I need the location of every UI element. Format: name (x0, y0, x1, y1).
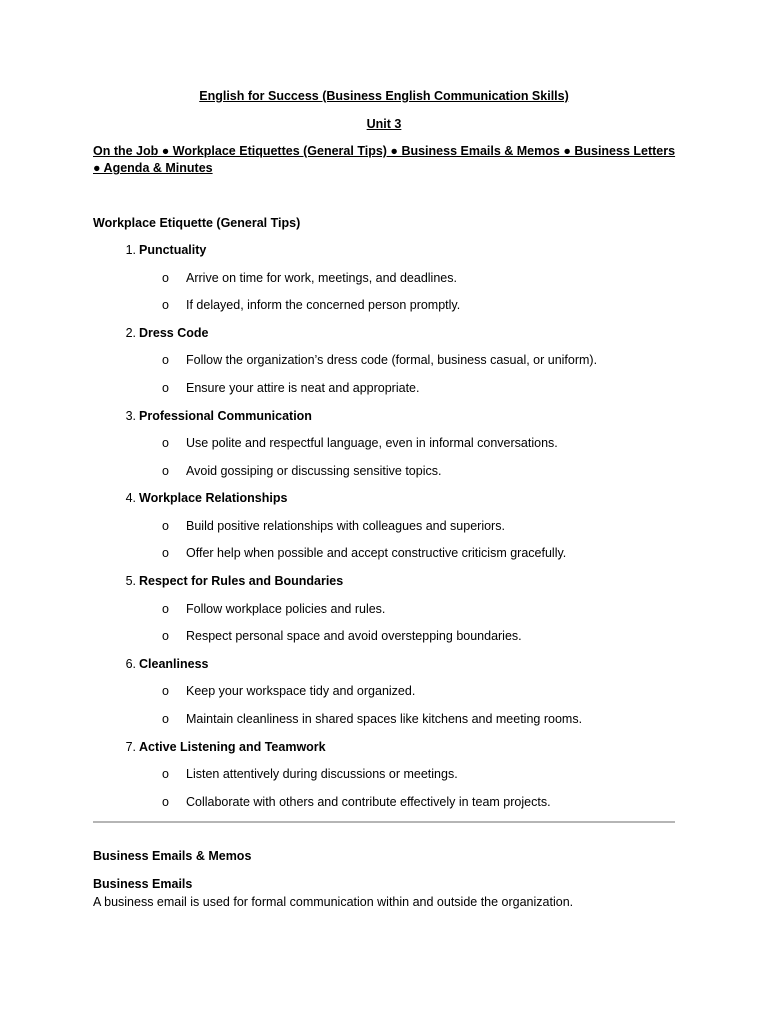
bullet-marker: o (162, 436, 169, 450)
item-number: 3. (125, 409, 136, 423)
item-number: 7. (125, 740, 136, 754)
list-item: Follow the organization’s dress code (formal, business casual, or uniform). (186, 353, 598, 367)
topics-line: On the Job ● Workplace Etiquettes (General Tips) ● Business Emails & Memos ● Business Letters ● Agenda & Minutes (93, 144, 676, 175)
bullet-marker: o (162, 519, 169, 533)
bullet-marker: o (162, 381, 169, 395)
item-title: Workplace Relationships (139, 491, 288, 505)
item-number: 2. (125, 326, 136, 340)
list-item: Collaborate with others and contribute effectively in team projects. (186, 795, 551, 809)
list-item: Arrive on time for work, meetings, and deadlines. (186, 271, 457, 285)
list-item: If delayed, inform the concerned person promptly. (186, 298, 461, 312)
item-title: Active Listening and Teamwork (139, 740, 326, 754)
bullet-marker: o (162, 602, 169, 616)
bullet-marker: o (162, 795, 169, 809)
item-title: Dress Code (139, 326, 209, 340)
list-item: Maintain cleanliness in shared spaces like kitchens and meeting rooms. (186, 712, 583, 726)
bullet-marker: o (162, 464, 169, 478)
bullet-marker: o (162, 353, 169, 367)
item-title: Cleanliness (139, 657, 209, 671)
bullet-marker: o (162, 298, 169, 312)
list-item: Use polite and respectful language, even in informal conversations. (186, 436, 558, 450)
item-title: Respect for Rules and Boundaries (139, 574, 344, 588)
list-item: Follow workplace policies and rules. (186, 602, 386, 616)
item-number: 1. (125, 243, 136, 257)
bullet-marker: o (162, 271, 169, 285)
emails-section-heading: Business Emails & Memos (93, 849, 252, 863)
list-item: Keep your workspace tidy and organized. (186, 684, 416, 698)
list-item: Offer help when possible and accept constructive criticism gracefully. (186, 546, 567, 560)
list-item: Ensure your attire is neat and appropriate. (186, 381, 420, 395)
list-item: Avoid gossiping or discussing sensitive topics. (186, 464, 442, 478)
bullet-marker: o (162, 546, 169, 560)
etiquette-heading: Workplace Etiquette (General Tips) (93, 216, 301, 230)
emails-paragraph: A business email is used for formal communication within and outside the organization. (93, 895, 574, 909)
unit-title: Unit 3 (366, 117, 402, 131)
list-item: Listen attentively during discussions or meetings. (186, 767, 458, 781)
list-item: Build positive relationships with colleagues and superiors. (186, 519, 505, 533)
item-number: 5. (125, 574, 136, 588)
emails-subheading: Business Emails (93, 877, 193, 891)
item-title: Punctuality (139, 243, 207, 257)
bullet-marker: o (162, 712, 169, 726)
item-number: 6. (125, 657, 136, 671)
course-title: English for Success (Business English Communication Skills) (199, 89, 569, 103)
bullet-marker: o (162, 684, 169, 698)
bullet-marker: o (162, 767, 169, 781)
item-number: 4. (125, 491, 136, 505)
item-title: Professional Communication (139, 409, 312, 423)
list-item: Respect personal space and avoid overstepping boundaries. (186, 629, 522, 643)
horizontal-divider (93, 821, 675, 823)
bullet-marker: o (162, 629, 169, 643)
